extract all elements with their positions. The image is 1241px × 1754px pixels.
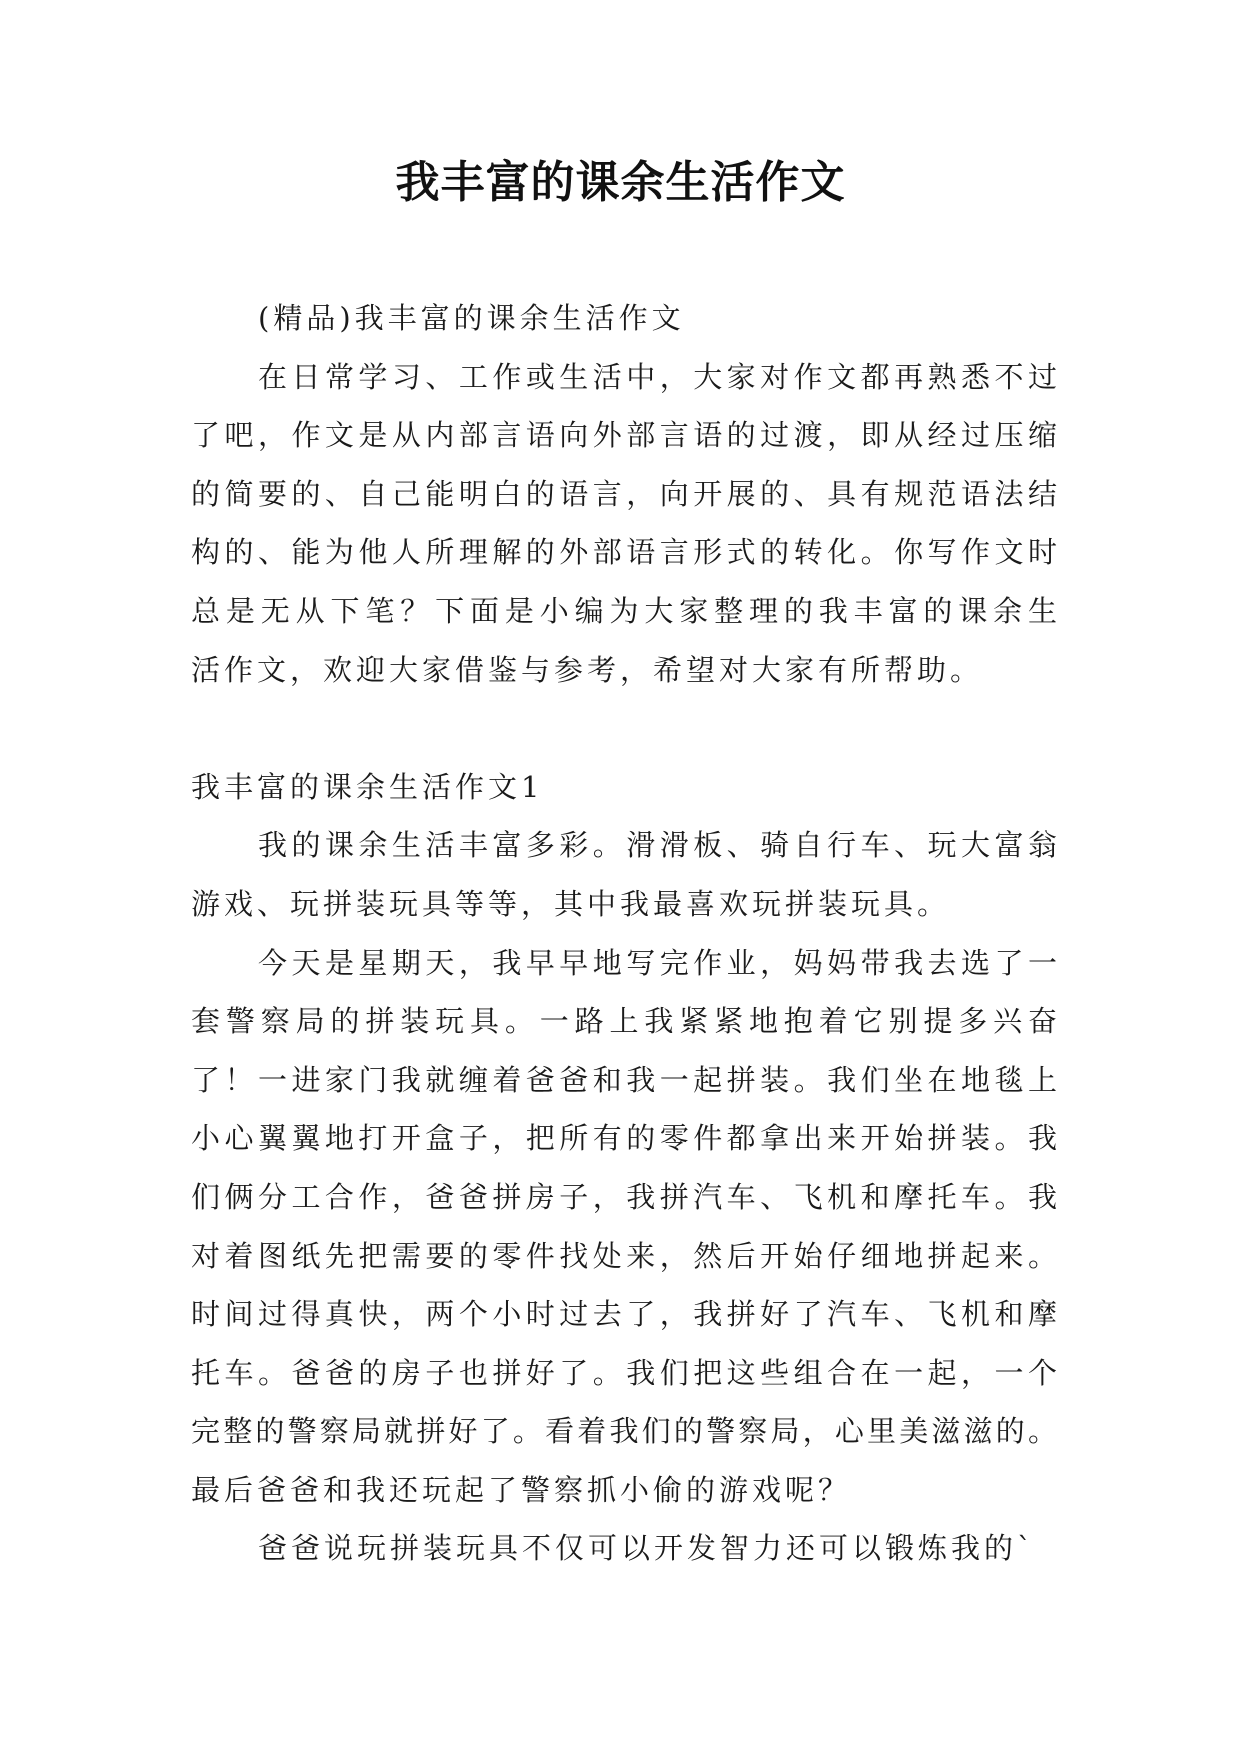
text-line: 了吧，作文是从内部言语向外部言语的过渡，即从经过压缩 (191, 418, 1057, 453)
text-line: 的简要的、自己能明白的语言，向开展的、具有规范语法结 (191, 476, 1057, 511)
text-line: 最后爸爸和我还玩起了警察抓小偷的游戏呢？ (191, 1472, 852, 1507)
text-line: 完整的警察局就拼好了。看着我们的警察局，心里美滋滋的。 (191, 1414, 1057, 1449)
text-line: 游戏、玩拼装玩具等等，其中我最喜欢玩拼装玩具。 (191, 886, 951, 921)
text-line: 小心翼翼地打开盒子，把所有的零件都拿出来开始拼装。我 (191, 1121, 1057, 1156)
text-line: 今天是星期天，我早早地写完作业，妈妈带我去选了一 (258, 945, 1057, 980)
text-line: 们俩分工合作，爸爸拼房子，我拼汽车、飞机和摩托车。我 (191, 1179, 1057, 1214)
text-line: 对着图纸先把需要的零件找处来，然后开始仔细地拼起来。 (191, 1238, 1057, 1273)
document-body (191, 289, 1057, 1578)
text-line: 构的、能为他人所理解的外部语言形式的转化。你写作文时 (191, 535, 1057, 570)
blank-line (191, 699, 1057, 758)
text-line: 托车。爸爸的房子也拼好了。我们把这些组合在一起，一个 (191, 1355, 1057, 1390)
text-line: 活作文，欢迎大家借鉴与参考，希望对大家有所帮助。 (191, 652, 984, 687)
document-title: 我丰富的课余生活作文 (395, 157, 846, 208)
text-line: 时间过得真快，两个小时过去了，我拼好了汽车、飞机和摩 (191, 1297, 1057, 1332)
intro-paragraph (191, 348, 1057, 700)
text-line: 总是无从下笔？下面是小编为大家整理的我丰富的课余生 (191, 593, 1057, 628)
text-line: 了！一进家门我就缠着爸爸和我一起拼装。我们坐在地毯上 (191, 1062, 1057, 1097)
section-heading: 我丰富的课余生活作文1 (191, 769, 544, 804)
paragraph-2 (191, 934, 1057, 1520)
text-line: 在日常学习、工作或生活中，大家对作文都再熟悉不过 (258, 359, 1057, 394)
paragraph-3 (191, 1519, 1057, 1578)
text-line: 爸爸说玩拼装玩具不仅可以开发智力还可以锻炼我的` (258, 1531, 1036, 1566)
text-line: 套警察局的拼装玩具。一路上我紧紧地抱着它别提多兴奋 (191, 1004, 1057, 1039)
paragraph-1 (191, 816, 1057, 933)
text-line: 我的课余生活丰富多彩。滑滑板、骑自行车、玩大富翁 (258, 828, 1057, 863)
intro-title: (精品)我丰富的课余生活作文 (258, 301, 685, 335)
